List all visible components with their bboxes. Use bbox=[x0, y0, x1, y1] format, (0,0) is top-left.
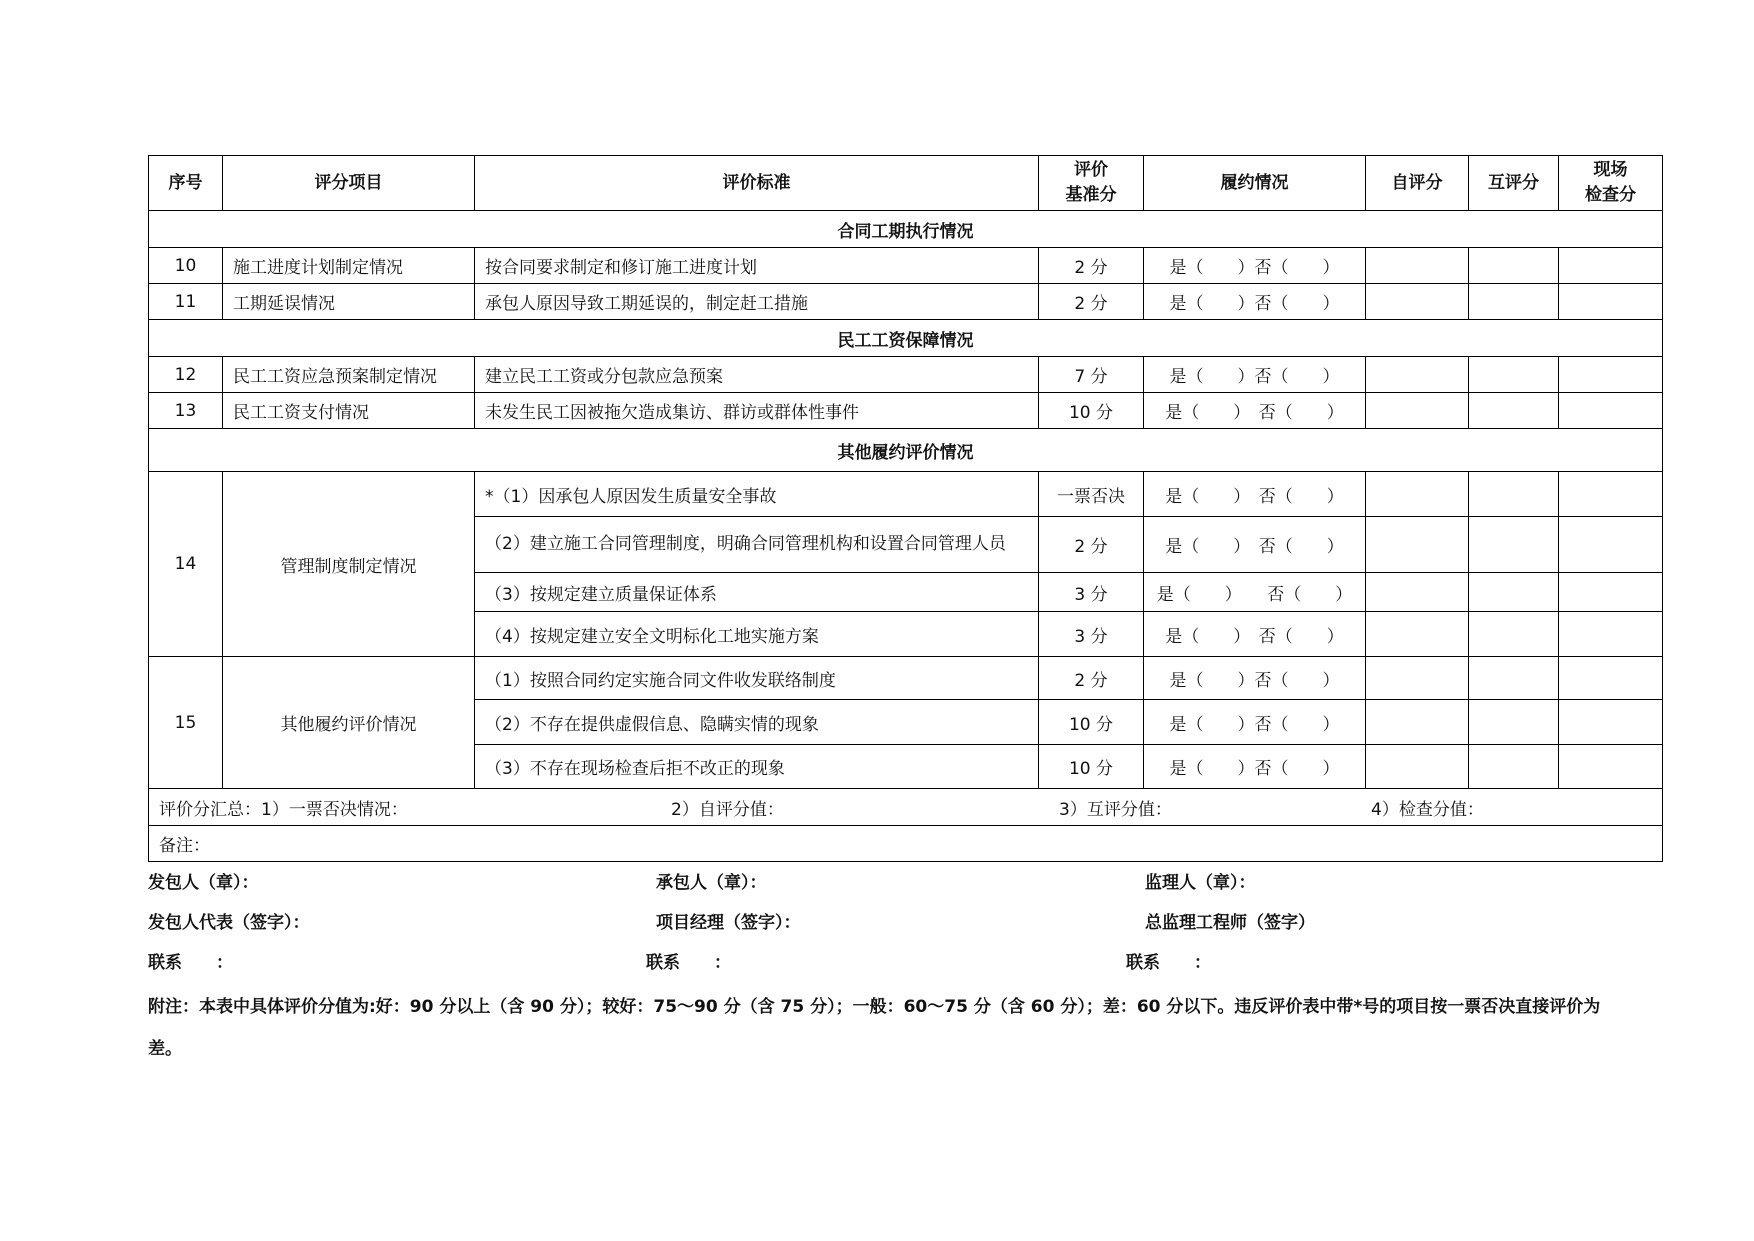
table-row bbox=[149, 357, 1663, 393]
section-wages: 民工工资保障情况 bbox=[149, 320, 1663, 357]
onsite-score-cell[interactable] bbox=[1559, 357, 1663, 393]
row-index: 10 bbox=[149, 248, 223, 284]
summary-self: 2）自评分值： bbox=[671, 799, 784, 820]
section-row bbox=[149, 211, 1663, 248]
row-base-score: 10 分 bbox=[1039, 700, 1144, 745]
chief-supervisor-label: 总监理工程师（签字） bbox=[1145, 913, 1315, 933]
section-row bbox=[149, 320, 1663, 357]
row-index: 11 bbox=[149, 284, 223, 320]
row-performance: 是（ ）否（ ） bbox=[1144, 657, 1366, 700]
table-row bbox=[149, 248, 1663, 284]
row-item: 民工工资支付情况 bbox=[223, 393, 475, 429]
row-base-score: 3 分 bbox=[1039, 612, 1144, 657]
section-other: 其他履约评价情况 bbox=[149, 429, 1663, 472]
row-base-score: 2 分 bbox=[1039, 284, 1144, 320]
row-standard: （3）不存在现场检查后拒不改正的现象 bbox=[475, 745, 1039, 789]
header-onsite-score bbox=[1559, 156, 1663, 211]
row-item: 施工进度计划制定情况 bbox=[223, 248, 475, 284]
row-performance: 是（ ）否（ ） bbox=[1144, 357, 1366, 393]
onsite-score-cell[interactable] bbox=[1559, 472, 1663, 517]
signoff-row-signatures bbox=[148, 900, 1662, 940]
row-performance: 是（ ）否（ ） bbox=[1144, 284, 1366, 320]
row-performance: 是（ ） 否（ ） bbox=[1144, 612, 1366, 657]
row-base-score: 10 分 bbox=[1039, 393, 1144, 429]
summary-inspect: 4）检查分值： bbox=[1371, 799, 1484, 820]
self-score-cell[interactable] bbox=[1366, 612, 1469, 657]
self-score-cell[interactable] bbox=[1366, 745, 1469, 789]
table-row bbox=[149, 657, 1663, 700]
table-row bbox=[149, 472, 1663, 517]
row-index: 15 bbox=[149, 657, 223, 789]
self-score-cell[interactable] bbox=[1366, 393, 1469, 429]
self-score-cell[interactable] bbox=[1366, 357, 1469, 393]
table-row bbox=[149, 393, 1663, 429]
onsite-score-cell[interactable] bbox=[1559, 517, 1663, 573]
supervisor-seal-label: 监理人（章）： bbox=[1145, 873, 1256, 893]
header-onsite-line2: 检查分 bbox=[1585, 185, 1636, 205]
header-onsite-line1: 现场 bbox=[1593, 160, 1628, 180]
self-score-cell[interactable] bbox=[1366, 517, 1469, 573]
onsite-score-cell[interactable] bbox=[1559, 573, 1663, 612]
row-standard: （4）按规定建立安全文明标化工地实施方案 bbox=[475, 612, 1039, 657]
employer-rep-label: 发包人代表（签字）： bbox=[148, 913, 310, 933]
mutual-score-cell[interactable] bbox=[1469, 472, 1559, 517]
row-base-score: 10 分 bbox=[1039, 745, 1144, 789]
row-standard: 建立民工工资或分包款应急预案 bbox=[475, 357, 1039, 393]
row-standard: 承包人原因导致工期延误的，制定赶工措施 bbox=[475, 284, 1039, 320]
header-index: 序号 bbox=[149, 156, 223, 211]
row-base-score: 2 分 bbox=[1039, 657, 1144, 700]
header-base-score-line1: 评价 bbox=[1074, 160, 1108, 180]
row-performance: 是（ ） 否（ ） bbox=[1144, 573, 1366, 612]
summary-line bbox=[159, 795, 1652, 820]
project-manager-label: 项目经理（签字）： bbox=[656, 913, 801, 933]
self-score-cell[interactable] bbox=[1366, 573, 1469, 612]
summary-veto: 评价分汇总：1）一票否决情况： bbox=[159, 799, 408, 820]
evaluation-table bbox=[148, 155, 1663, 862]
self-score-cell[interactable] bbox=[1366, 472, 1469, 517]
header-performance: 履约情况 bbox=[1144, 156, 1366, 211]
row-standard: （2）建立施工合同管理制度，明确合同管理机构和设置合同管理人员 bbox=[475, 517, 1039, 573]
row-index: 12 bbox=[149, 357, 223, 393]
row-item: 工期延误情况 bbox=[223, 284, 475, 320]
row-base-score: 2 分 bbox=[1039, 248, 1144, 284]
onsite-score-cell[interactable] bbox=[1559, 700, 1663, 745]
mutual-score-cell[interactable] bbox=[1469, 745, 1559, 789]
row-performance: 是（ ） 否（ ） bbox=[1144, 472, 1366, 517]
mutual-score-cell[interactable] bbox=[1469, 517, 1559, 573]
header-item: 评分项目 bbox=[223, 156, 475, 211]
row-standard: （1）按照合同约定实施合同文件收发联络制度 bbox=[475, 657, 1039, 700]
mutual-score-cell[interactable] bbox=[1469, 700, 1559, 745]
mutual-score-cell[interactable] bbox=[1469, 357, 1559, 393]
header-row bbox=[149, 156, 1663, 211]
remark-cell[interactable]: 备注： bbox=[149, 826, 1663, 862]
row-base-score: 3 分 bbox=[1039, 573, 1144, 612]
row-item: 其他履约评价情况 bbox=[223, 657, 475, 789]
row-performance: 是（ ） 否（ ） bbox=[1144, 393, 1366, 429]
self-score-cell[interactable] bbox=[1366, 657, 1469, 700]
section-schedule: 合同工期执行情况 bbox=[149, 211, 1663, 248]
footnote: 附注：本表中具体评价分值为:好：90 分以上（含 90 分）；较好：75～90 分（含 75 分）；一般：60～75 分（含 60 分）；差：60 分以下。违反评价表中带*号的项目按一票否决直接评价为差。 bbox=[148, 997, 1601, 1059]
employer-seal-label: 发包人（章）： bbox=[148, 873, 259, 893]
self-score-cell[interactable] bbox=[1366, 284, 1469, 320]
row-performance: 是（ ）否（ ） bbox=[1144, 700, 1366, 745]
header-mutual-score: 互评分 bbox=[1469, 156, 1559, 211]
row-standard: 未发生民工因被拖欠造成集访、群访或群体性事件 bbox=[475, 393, 1039, 429]
section-row bbox=[149, 429, 1663, 472]
header-base-score-line2: 基准分 bbox=[1065, 185, 1117, 205]
mutual-score-cell[interactable] bbox=[1469, 612, 1559, 657]
onsite-score-cell[interactable] bbox=[1559, 393, 1663, 429]
self-score-cell[interactable] bbox=[1366, 248, 1469, 284]
row-base-score: 一票否决 bbox=[1039, 472, 1144, 517]
contact-label-1: 联系 ： bbox=[148, 953, 233, 973]
remark-row bbox=[149, 826, 1663, 862]
onsite-score-cell[interactable] bbox=[1559, 612, 1663, 657]
signoff-row-seals bbox=[148, 860, 1662, 900]
self-score-cell[interactable] bbox=[1366, 700, 1469, 745]
row-index: 13 bbox=[149, 393, 223, 429]
row-performance: 是（ ）否（ ） bbox=[1144, 248, 1366, 284]
signoff-row-contacts bbox=[148, 940, 1662, 980]
row-standard: 按合同要求制定和修订施工进度计划 bbox=[475, 248, 1039, 284]
evaluation-form bbox=[148, 155, 1662, 862]
mutual-score-cell[interactable] bbox=[1469, 393, 1559, 429]
header-standard: 评价标准 bbox=[475, 156, 1039, 211]
table-row bbox=[149, 284, 1663, 320]
row-standard: （3）按规定建立质量保证体系 bbox=[475, 573, 1039, 612]
onsite-score-cell[interactable] bbox=[1559, 745, 1663, 789]
row-base-score: 2 分 bbox=[1039, 517, 1144, 573]
row-performance: 是（ ） 否（ ） bbox=[1144, 517, 1366, 573]
row-item: 管理制度制定情况 bbox=[223, 472, 475, 657]
mutual-score-cell[interactable] bbox=[1469, 284, 1559, 320]
row-item: 民工工资应急预案制定情况 bbox=[223, 357, 475, 393]
row-base-score: 7 分 bbox=[1039, 357, 1144, 393]
header-base-score bbox=[1039, 156, 1144, 211]
onsite-score-cell[interactable] bbox=[1559, 248, 1663, 284]
row-index: 14 bbox=[149, 472, 223, 657]
contact-label-3: 联系 ： bbox=[1126, 953, 1211, 973]
header-self-score: 自评分 bbox=[1366, 156, 1469, 211]
mutual-score-cell[interactable] bbox=[1469, 248, 1559, 284]
summary-row bbox=[149, 789, 1663, 826]
mutual-score-cell[interactable] bbox=[1469, 657, 1559, 700]
onsite-score-cell[interactable] bbox=[1559, 657, 1663, 700]
summary-cell bbox=[149, 789, 1663, 826]
row-performance: 是（ ）否（ ） bbox=[1144, 745, 1366, 789]
summary-mutual: 3）互评分值： bbox=[1059, 799, 1172, 820]
contact-label-2: 联系 ： bbox=[646, 953, 731, 973]
onsite-score-cell[interactable] bbox=[1559, 284, 1663, 320]
mutual-score-cell[interactable] bbox=[1469, 573, 1559, 612]
contractor-seal-label: 承包人（章）： bbox=[656, 873, 767, 893]
row-standard: *（1）因承包人原因发生质量安全事故 bbox=[475, 472, 1039, 517]
row-standard: （2）不存在提供虚假信息、隐瞒实情的现象 bbox=[475, 700, 1039, 745]
signoff-block bbox=[148, 860, 1662, 980]
